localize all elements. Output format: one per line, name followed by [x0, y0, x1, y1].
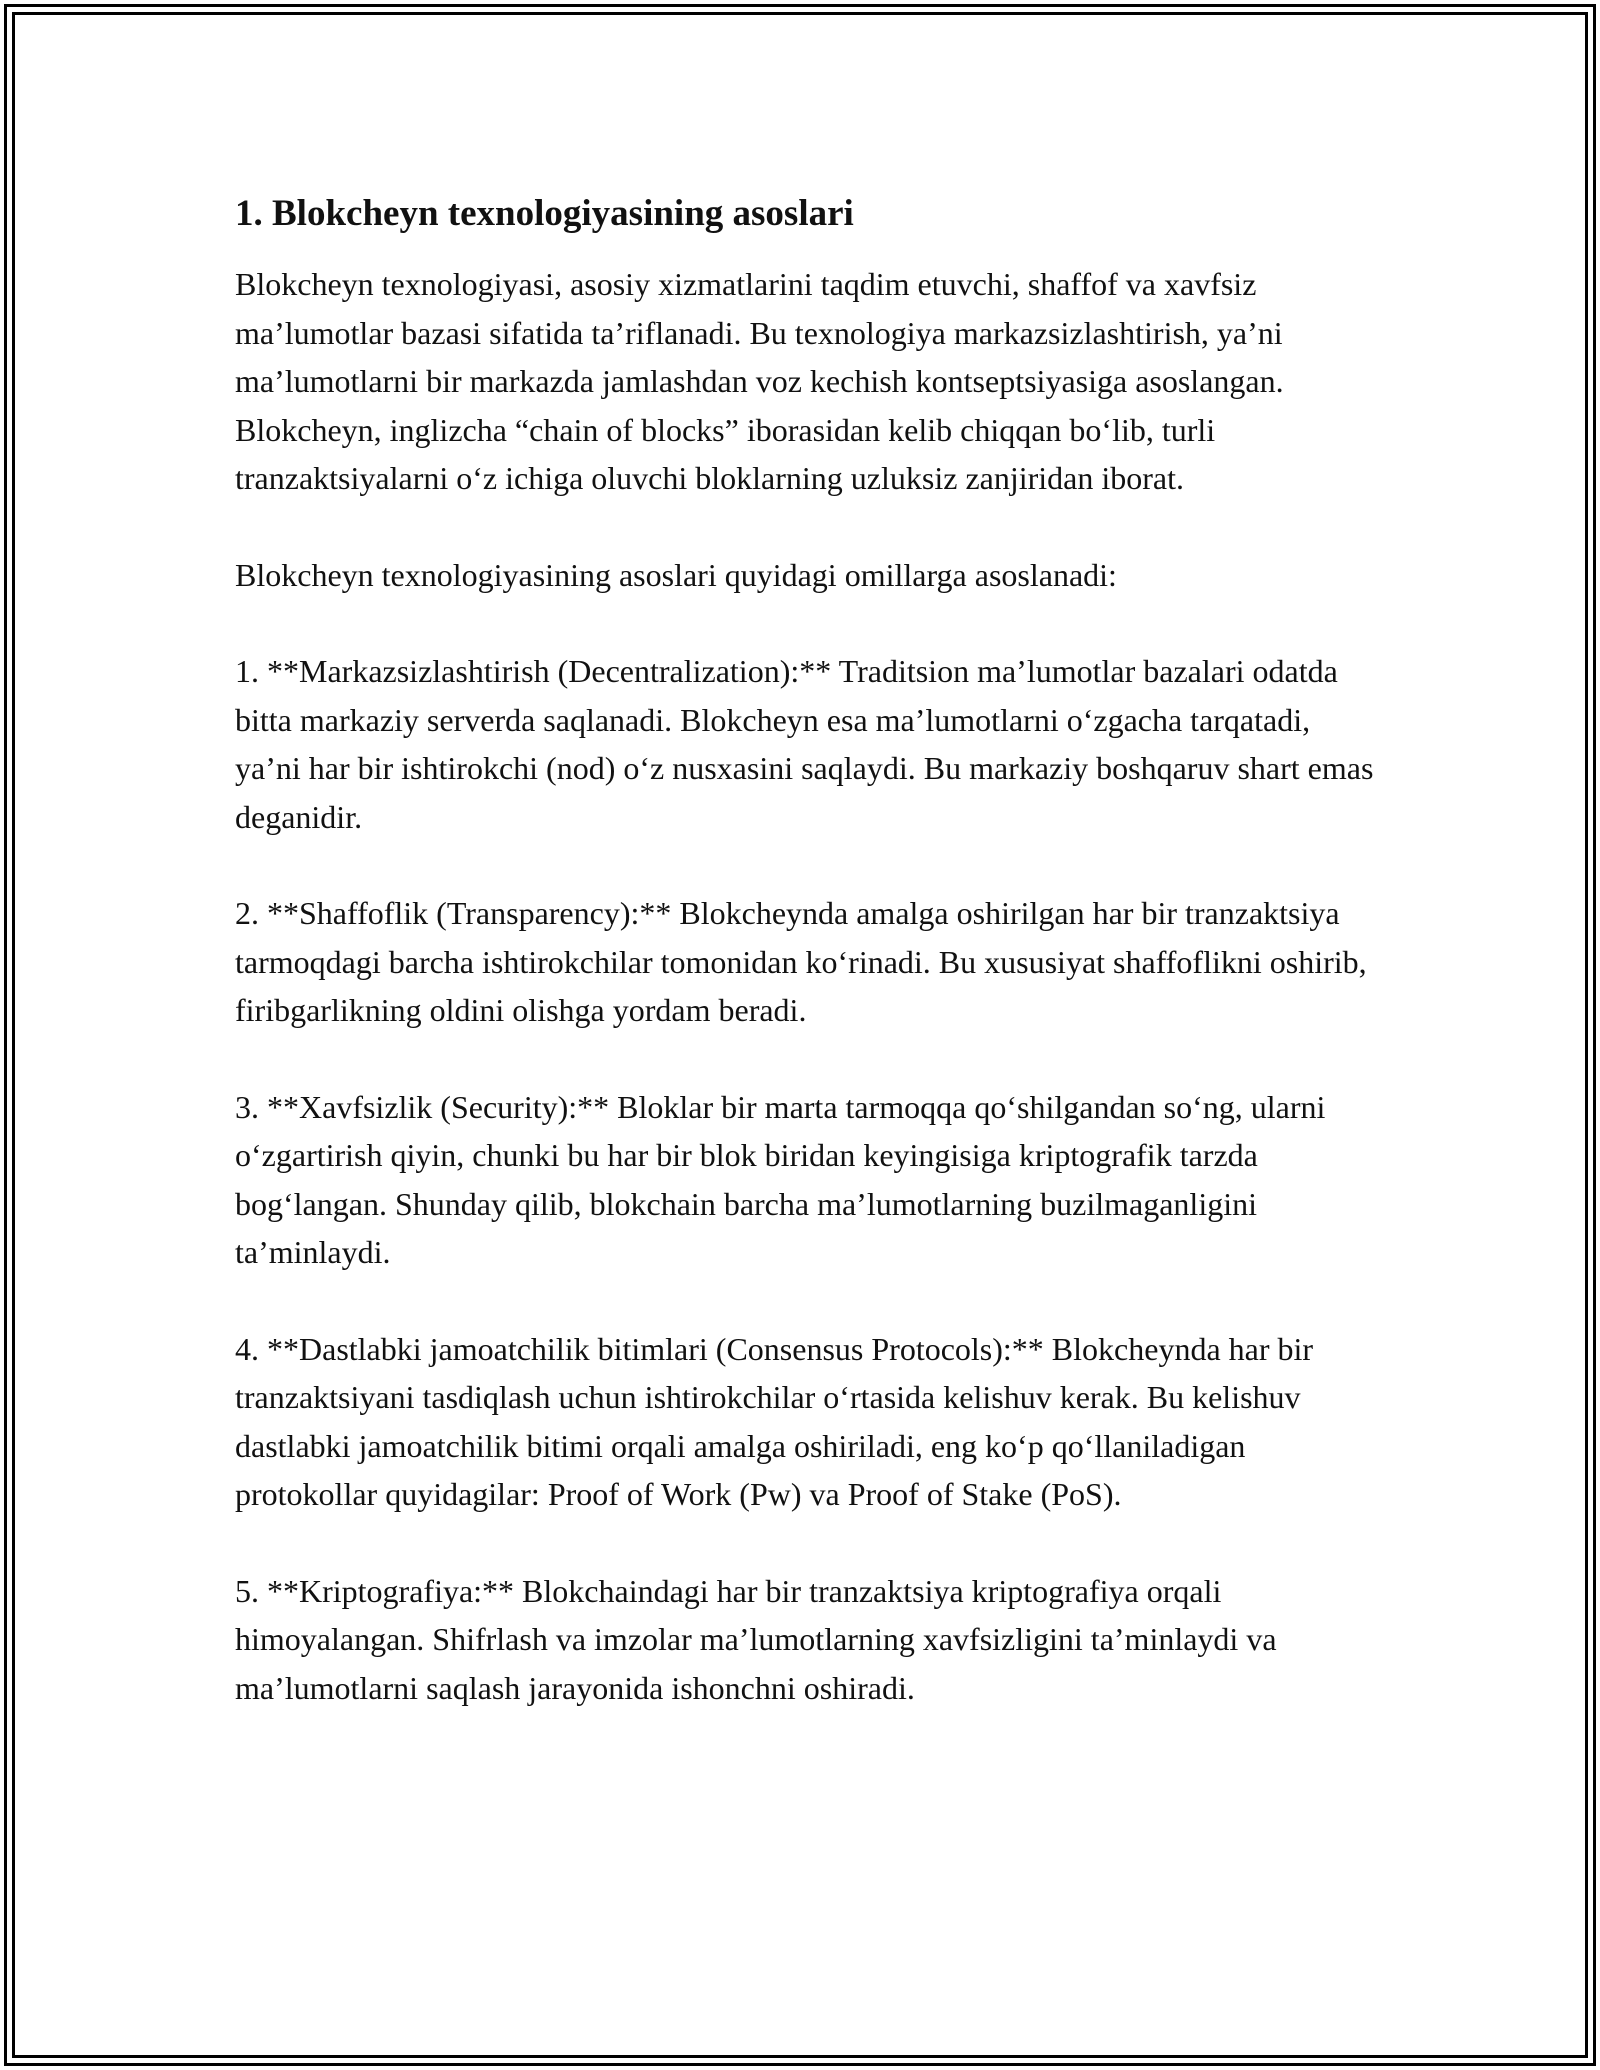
document-body [235, 188, 1375, 1760]
list-item-consensus: 4. **Dastlabki jamoatchilik bitimlari (Consensus Protocols):** Blokcheynda har bir tranzaktsiyani tasdiqlash uchun ishtirokchilar o‘rtasida kelishuv kerak. Bu kelishuv dastlabki jamoatchilik bitimi orqali amalga oshiriladi, eng ko‘p qo‘llaniladigan protokollar quyidagilar: Proof of Work (Pw) va Proof of Stake (PoS). [235, 1330, 1314, 1512]
list-intro-paragraph: Blokcheyn texnologiyasining asoslari quyidagi omillarga asoslanadi: [235, 556, 1117, 593]
list-item-cryptography: 5. **Kriptografiya:** Blokchaindagi har bir tranzaktsiya kriptografiya orqali himoyalangan. Shifrlash va imzolar ma’lumotlarning xavfsizligini ta’minlaydi va ma’lumotlarni saqlash jarayonida ishonchni oshiradi. [235, 1572, 1277, 1706]
list-item-decentralization: 1. **Markazsizlashtirish (Decentralization):** Traditsion ma’lumotlar bazalari odatda bitta markaziy serverda saqlanadi. Blokcheyn esa ma’lumotlarni o‘zgacha tarqatadi, ya’ni har bir ishtirokchi (nod) o‘z nusxasini saqlaydi. Bu markaziy boshqaruv shart emas deganidir. [235, 653, 1374, 835]
intro-paragraph: Blokcheyn texnologiyasi, asosiy xizmatlarini taqdim etuvchi, shaffof va xavfsiz ma’lumotlar bazasi sifatida ta’riflanadi. Bu texnologiya markazsizlashtirish, ya’ni ma’lumotlarni bir markazda jamlashdan voz kechish kontseptsiyasiga asoslangan. Blokcheyn, inglizcha “chain of blocks” iborasidan kelib chiqqan bo‘lib, turli tranzaktsiyalarni o‘z ichiga oluvchi bloklarning uzluksiz zanjiridan iborat. [235, 266, 1284, 496]
list-item-transparency: 2. **Shaffoflik (Transparency):** Blokcheynda amalga oshirilgan har bir tranzaktsiya tarmoqdagi barcha ishtirokchilar tomonidan ko‘rinadi. Bu xususiyat shaffoflikni oshirib, firibgarlikning oldini olishga yordam beradi. [235, 895, 1367, 1028]
document-heading: 1. Blokcheyn texnologiyasining asoslari [235, 193, 854, 234]
list-item-security: 3. **Xavfsizlik (Security):** Bloklar bir marta tarmoqqa qo‘shilgandan so‘ng, ularni o‘zgartirish qiyin, chunki bu har bir blok biridan keyingisiga kriptografik tarzda bog‘langan. Shunday qilib, blokchain barcha ma’lumotlarning buzilmaganligini ta’minlaydi. [235, 1088, 1326, 1270]
